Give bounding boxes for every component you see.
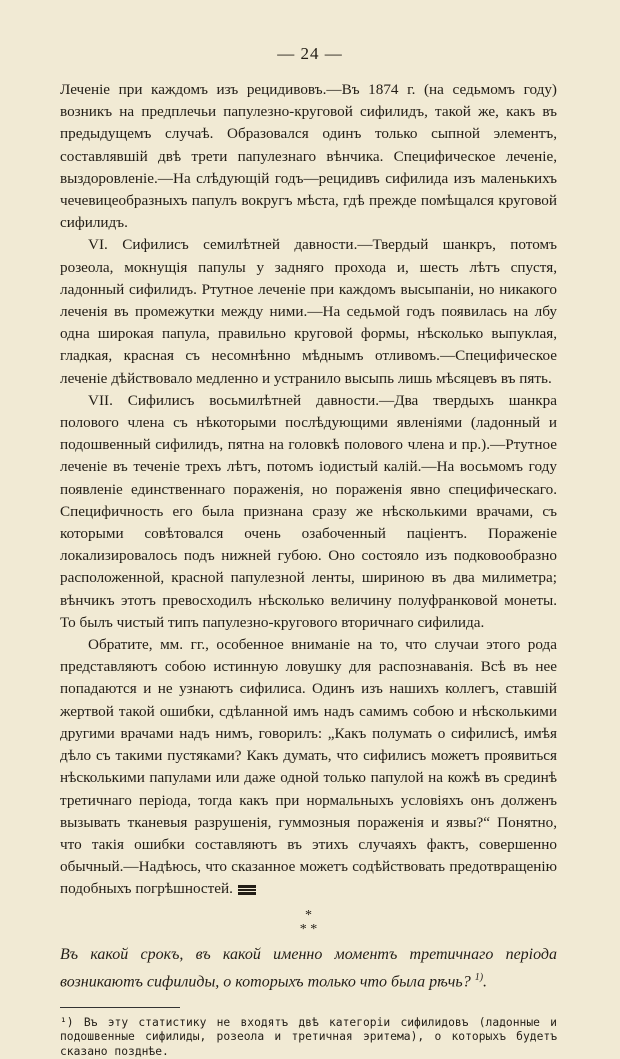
footnote-mark: ¹) [60,1015,74,1029]
section-divider [60,909,557,937]
page-body [60,79,557,1059]
page-number: — 24 — [277,44,343,63]
footnote-text: Въ эту статистику не входятъ двѣ категоріи сифилидовъ (ладонные и подошвенные сифилиды, розеола и третичная эритема), о которыхъ будетъ сказано позднѣе. [60,1015,557,1058]
paragraph-case-vi: VI. Сифилисъ семилѣтней давности.—Твердый шанкръ, потомъ розеола, мокнущія папулы у задняго прохода и, шесть лѣтъ спустя, ладонный сифилидъ. Ртутное леченіе при каждомъ высыпаніи, но никакого леченія въ промежутки между ними.—На седьмой годъ появилась на лбу одна широкая папула, правильно круговой формы, нѣсколько выпуклая, гладкая, красная съ несомнѣнно мѣднымъ отливомъ.—Специфическое леченіе дѣйствовало медленно и устранило высыпь лишь мѣсяцевъ въ пять. [60,236,557,387]
ornament-icon [237,884,257,896]
footnote [60,1016,557,1059]
divider-star-top: * [305,907,312,923]
footnote-reference: 1) [474,971,484,983]
paragraph-case-vii: VII. Сифилисъ восьмилѣтней давности.—Два твердыхъ шанкра полового члена съ нѣкоторыми послѣдующими явленіями (ладонный и подошвенный сифилидъ, пятна на головкѣ полового члена и пр.).—Ртутное леченіе въ теченіе трехъ лѣтъ, потомъ іодистый калій.—На восьмомъ году появленіе единственнаго пораженія, но пораженія явно специфическаго. Специфичность его была признана сразу же нѣсколькими врачами, съ которыми совѣтовался очень озабоченный паціентъ. Пораженіе локализировалось подъ нижней губою. Оно состояло изъ подковообразно расположенной, красной папулезной ленты, шириною въ два милиметра; вѣнчикъ этотъ превосходилъ нѣсколько величину полуфранковой монеты. То былъ чистый типъ папулезно-кругового вторичнаго сифилида. [60,391,557,631]
question-text: Въ какой срокъ, въ какой именно моментъ третичнаго періода возникаютъ сифилиды, о которыхъ только что была рѣчь? [60,945,557,990]
footnote-rule [60,1007,180,1008]
paragraph-conclusion [60,634,557,900]
paragraph-conclusion-text: Обратите, мм. гг., особенное вниманіе на то, что случаи этого рода представляютъ собою истинную ловушку для распознаванія. Всѣ въ нее попадаются и не узнаютъ сифилиса. Одинъ изъ нашихъ коллегъ, ставшій жертвой такой ошибки, сдѣланной имъ надъ самимъ собою и нѣсколькими другими врачами надъ нимъ, говорилъ: „Какъ полумать о сифилисѣ, имѣя дѣло съ такими пустяками? Какъ думать, что сифилисъ можетъ проявиться нѣсколькими папулами или даже одной только папулой на кожѣ въ срединѣ третичнаго періода, тогда какъ при нормальныхъ условіяхъ онъ долженъ вызывать тканевыя разрушенія, гуммозныя пораженія и язвы?“ Понятно, что такія ошибки составляютъ въ этихъ случаяхъ фактъ, совершенно обычный.—Надѣюсь, что сказанное можетъ содѣйствовать предотвращенію подобныхъ погрѣшностей. [60,636,557,898]
divider-stars-bottom: * * [299,921,318,937]
section-question: Въ какой срокъ, въ какой именно моментъ третичнаго періода возникаютъ сифилиды, о которыхъ только что была рѣчь? $^{1)}$. [60,945,557,990]
paragraph-1: Леченіе при каждомъ изъ рецидивовъ.—Въ 1874 г. (на седьмомъ году) возникъ на предплечьи папулезно-круговой сифилидъ, такой же, какъ въ предыдущемъ случаѣ. Образовался одинъ только сыпной элементъ, составлявшій двѣ трети папулезнаго вѣнчика. Специфическое леченіе, выздоровленіе.—На слѣдующій годъ—рецидивъ сифилида изъ маленькихъ чечевицеобразныхъ папулъ вокругъ мѣста, гдѣ прежде помѣщался круговой сифилидъ. [60,81,557,232]
